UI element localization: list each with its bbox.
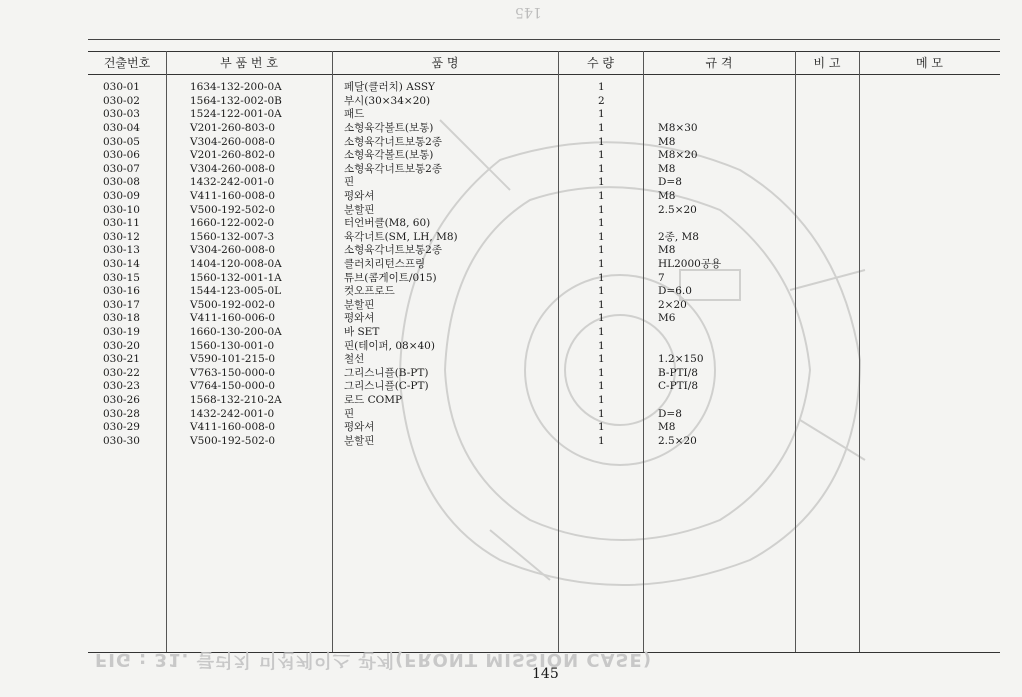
part-name: 그리스니플(C-PT)	[344, 380, 429, 393]
specification: HL2000공용	[658, 258, 722, 271]
part-name: 부시(30×34×20)	[344, 94, 431, 107]
quantity: 1	[598, 312, 605, 325]
part-seq-number: 030-22	[103, 366, 140, 379]
specification: C-PTI/8	[658, 380, 699, 393]
table-row	[88, 80, 1000, 94]
part-name: 평와셔	[344, 312, 375, 325]
part-name: 바 SET	[344, 326, 380, 339]
quantity: 1	[598, 271, 605, 284]
specification: M8	[658, 135, 676, 148]
part-seq-number: 030-12	[103, 230, 140, 243]
part-seq-number: 030-17	[103, 298, 140, 311]
part-number: 1544-123-005-0L	[190, 285, 282, 297]
quantity: 1	[598, 81, 605, 93]
table-row	[88, 407, 1000, 421]
part-number: V304-260-008-0	[190, 162, 276, 175]
header-quantity: 수 량	[587, 56, 614, 70]
table-row	[88, 298, 1000, 312]
part-number: V304-260-008-0	[190, 135, 276, 148]
quantity: 1	[598, 285, 605, 297]
table-row	[88, 325, 1000, 339]
part-name: 소형육각볼트(보통)	[344, 149, 434, 161]
part-name: 페달(클러치) ASSY	[344, 81, 435, 93]
bleed-through-figure-caption: FIG : 31. 클러치 미션케이스 관계(FRONT MISSION CASE)	[95, 649, 653, 670]
part-seq-number: 030-11	[103, 217, 140, 229]
specification: 2종, M8	[658, 230, 699, 243]
part-name: 클러치리턴스프링	[344, 258, 426, 271]
quantity: 1	[598, 108, 605, 121]
specification: M8	[658, 162, 676, 175]
header-remark: 비 고	[813, 56, 841, 70]
quantity: 1	[598, 135, 605, 148]
part-number: 1524-122-001-0A	[190, 108, 282, 121]
part-number: 1568-132-210-2A	[190, 394, 282, 407]
part-seq-number: 030-15	[103, 271, 140, 284]
table-row	[88, 434, 1000, 448]
part-seq-number: 030-14	[103, 258, 140, 271]
part-seq-number: 030-28	[103, 407, 140, 420]
part-name: 철선	[344, 353, 365, 365]
quantity: 1	[598, 162, 605, 175]
quantity: 1	[598, 407, 605, 420]
part-name: 분할핀	[344, 434, 375, 447]
part-number: 1560-130-001-0	[190, 339, 275, 352]
table-row	[88, 230, 1000, 244]
header-part-number: 부 품 번 호	[220, 56, 278, 70]
part-number: 1660-130-200-0A	[190, 326, 282, 339]
quantity: 1	[598, 190, 605, 203]
quantity: 1	[598, 380, 605, 393]
part-name: 평와셔	[344, 421, 375, 433]
part-name: 컷오프로드	[344, 285, 395, 297]
specification: 2×20	[658, 298, 687, 311]
table-row	[88, 420, 1000, 434]
part-number: 1560-132-001-1A	[190, 271, 282, 284]
part-number: V500-192-502-0	[190, 203, 276, 216]
quantity: 1	[598, 339, 605, 352]
specification: M8	[658, 190, 676, 203]
table-row	[88, 352, 1000, 366]
part-name: 로드 COMP	[344, 394, 403, 407]
part-seq-number: 030-26	[103, 394, 140, 407]
specification: D=6.0	[658, 285, 692, 297]
table-row	[88, 189, 1000, 203]
table-row	[88, 379, 1000, 393]
part-name: 육각너트(SM, LH, M8)	[344, 230, 458, 243]
part-number: 1432-242-001-0	[190, 407, 275, 420]
part-seq-number: 030-10	[103, 203, 140, 216]
part-seq-number: 030-08	[103, 176, 140, 189]
quantity: 1	[598, 258, 605, 271]
table-row	[88, 243, 1000, 257]
specification: M8	[658, 421, 676, 433]
table-row	[88, 135, 1000, 149]
part-seq-number: 030-21	[103, 353, 140, 365]
part-name: 소형육각너트보통2종	[344, 135, 442, 148]
table-row	[88, 366, 1000, 380]
table-row	[88, 393, 1000, 407]
quantity: 1	[598, 203, 605, 216]
part-number: V500-192-002-0	[190, 298, 276, 311]
table-row	[88, 94, 1000, 108]
header-part-name: 품 명	[431, 56, 459, 70]
specification: 7	[658, 271, 665, 284]
header-spec: 규 격	[705, 56, 733, 70]
quantity: 1	[598, 394, 605, 407]
bleed-through-page-number: 145	[515, 4, 542, 20]
part-name: 소형육각너트보통2종	[344, 244, 442, 257]
part-name: 평와셔	[344, 190, 375, 203]
header-memo: 메 모	[916, 56, 943, 70]
part-number: V764-150-000-0	[190, 380, 276, 393]
part-seq-number: 030-09	[103, 190, 140, 203]
part-seq-number: 030-18	[103, 312, 140, 325]
part-name: 패드	[344, 108, 365, 121]
table-row	[88, 257, 1000, 271]
part-seq-number: 030-07	[103, 162, 140, 175]
table-row	[88, 216, 1000, 230]
part-name: 그리스니플(B-PT)	[344, 366, 429, 379]
part-number: 1560-132-007-3	[190, 230, 275, 243]
quantity: 1	[598, 122, 605, 135]
header-part-number-seq: 건출번호	[103, 56, 151, 70]
table-row	[88, 121, 1000, 135]
part-number: 1432-242-001-0	[190, 176, 275, 189]
table-row	[88, 175, 1000, 189]
quantity: 1	[598, 176, 605, 189]
part-name: 핀(테이퍼, 08×40)	[344, 339, 435, 352]
specification: M8×20	[658, 149, 698, 161]
specification: 2.5×20	[658, 434, 697, 447]
quantity: 1	[598, 421, 605, 433]
part-number: V304-260-008-0	[190, 244, 276, 257]
part-seq-number: 030-23	[103, 380, 140, 393]
page-number: 145	[532, 666, 559, 682]
quantity: 2	[598, 94, 605, 107]
part-number: V201-260-802-0	[190, 149, 276, 161]
part-seq-number: 030-05	[103, 135, 140, 148]
part-name: 소형육각볼트(보통)	[344, 122, 434, 135]
table-row	[88, 339, 1000, 353]
table-row	[88, 162, 1000, 176]
specification: 1.2×150	[658, 353, 704, 365]
quantity: 1	[598, 230, 605, 243]
specification: D=8	[658, 407, 682, 420]
part-number: V500-192-502-0	[190, 434, 276, 447]
quantity: 1	[598, 217, 605, 229]
specification: M8	[658, 244, 676, 257]
table-row	[88, 203, 1000, 217]
specification: M6	[658, 312, 676, 325]
part-number: 1564-132-002-0B	[190, 94, 282, 107]
table-row	[88, 271, 1000, 285]
quantity: 1	[598, 244, 605, 257]
part-seq-number: 030-03	[103, 108, 140, 121]
specification: D=8	[658, 176, 682, 189]
part-number: V411-160-008-0	[190, 190, 276, 203]
quantity: 1	[598, 149, 605, 161]
part-name: 핀	[344, 176, 355, 189]
part-seq-number: 030-20	[103, 339, 140, 352]
part-seq-number: 030-30	[103, 434, 140, 447]
part-seq-number: 030-16	[103, 285, 140, 297]
quantity: 1	[598, 326, 605, 339]
part-name: 분할핀	[344, 298, 375, 311]
part-name: 터언버클(M8, 60)	[344, 217, 431, 229]
quantity: 1	[598, 298, 605, 311]
part-seq-number: 030-02	[103, 94, 140, 107]
part-seq-number: 030-01	[103, 81, 140, 93]
part-number: 1660-122-002-0	[190, 217, 275, 229]
part-number: 1634-132-200-0A	[190, 81, 282, 93]
specification: B-PTI/8	[658, 366, 698, 379]
top-rule	[88, 39, 1000, 40]
table-row	[88, 148, 1000, 162]
part-number: V763-150-000-0	[190, 366, 276, 379]
quantity: 1	[598, 366, 605, 379]
table-row	[88, 311, 1000, 325]
quantity: 1	[598, 434, 605, 447]
part-number: V411-160-008-0	[190, 421, 276, 433]
part-number: V411-160-006-0	[190, 312, 276, 325]
part-name: 분할핀	[344, 203, 375, 216]
specification: M8×30	[658, 122, 698, 135]
part-name: 튜브(콤게이트/015)	[344, 271, 437, 284]
part-number: V201-260-803-0	[190, 122, 276, 135]
part-seq-number: 030-13	[103, 244, 140, 257]
part-name: 소형육각너트보통2종	[344, 162, 442, 175]
quantity: 1	[598, 353, 605, 365]
part-number: V590-101-215-0	[190, 353, 276, 365]
specification: 2.5×20	[658, 203, 697, 216]
table-row	[88, 284, 1000, 298]
part-seq-number: 030-29	[103, 421, 140, 433]
part-seq-number: 030-06	[103, 149, 140, 161]
part-seq-number: 030-19	[103, 326, 140, 339]
table-header	[88, 51, 1000, 75]
part-seq-number: 030-04	[103, 122, 140, 135]
table-row	[88, 107, 1000, 121]
part-name: 핀	[344, 407, 355, 420]
part-number: 1404-120-008-0A	[190, 258, 282, 271]
